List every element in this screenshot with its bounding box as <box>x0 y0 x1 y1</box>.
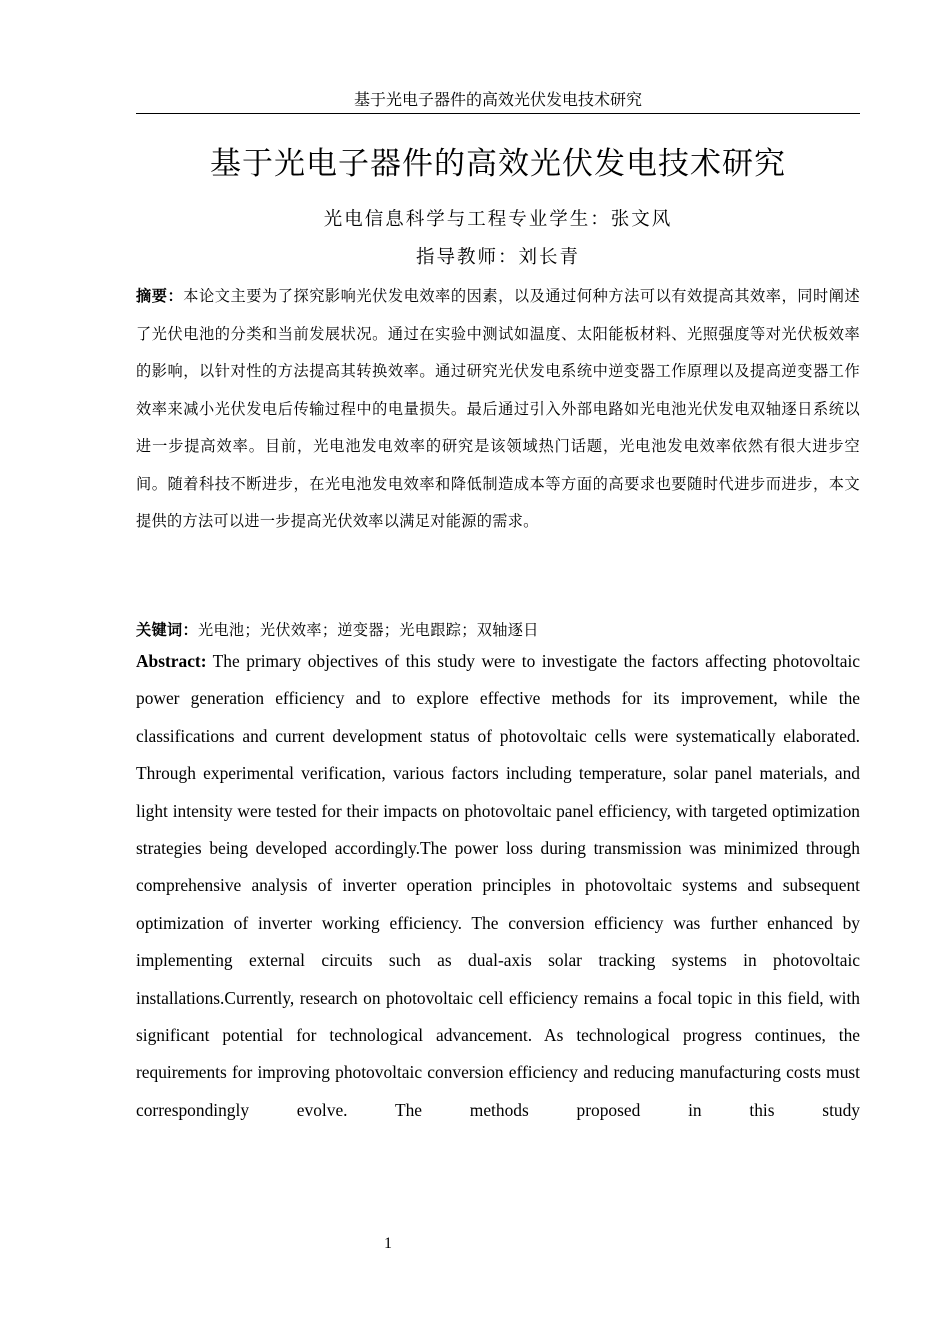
advisor-line: 指导教师：刘长青 <box>415 247 580 268</box>
abstract-en-label: Abstract: <box>136 651 207 671</box>
header-rule <box>136 113 860 114</box>
running-header: 基于光电子器件的高效光伏发电技术研究 <box>353 92 642 109</box>
author-line: 光电信息科学与工程专业学生：张文风 <box>323 209 673 230</box>
abstract-cn-label: 摘要： <box>136 287 184 305</box>
page-number: 1 <box>384 1235 392 1252</box>
paper-title: 基于光电子器件的高效光伏发电技术研究 <box>210 146 786 182</box>
abstract-en-text: The primary objectives of this study were to investigate the factors affecting photovoltaic power generation efficiency and to explore effective methods for its improvement, while the classifications and current development status of photovoltaic cells were systematically elaborated. Through experimental verification, various factors including temperature, solar panel materials, and light intensity were tested for their impacts on photovoltaic panel efficiency, with targeted optimization strategies being developed accordingly.The power loss during transmission was minimized through comprehensive analysis of inverter operation principles in photovoltaic systems and subsequent optimization of inverter working efficiency. The conversion efficiency was further enhanced by implementing external circuits such as dual-axis solar tracking systems in photovoltaic installations.Currently, research on photovoltaic cell efficiency remains a focal topic in this field, with significant potential for technological advancement. As technological progress continues, the requirements for improving photovoltaic conversion efficiency and reducing manufacturing costs must correspondingly evolve. The methods proposed in this study <box>136 651 860 1120</box>
abstract-english <box>136 643 860 1167</box>
keywords-cn-label: 关键词： <box>136 621 198 639</box>
abstract-chinese <box>136 278 860 541</box>
keywords-cn-text: 光电池；光伏效率；逆变器；光电跟踪；双轴逐日 <box>197 621 539 639</box>
abstract-cn-text: 本论文主要为了探究影响光伏发电效率的因素，以及通过何种方法可以有效提高其效率，同时阐述了光伏电池的分类和当前发展状况。通过在实验中测试如温度、太阳能板材料、光照强度等对光伏板效率的影响，以针对性的方法提高其转换效率。通过研究光伏发电系统中逆变器工作原理以及提高逆变器工作效率来减小光伏发电后传输过程中的电量损失。最后通过引入外部电路如光电池光伏发电双轴逐日系统以进一步提高效率。目前，光电池发电效率的研究是该领域热门话题，光电池发电效率依然有很大进步空间。随着科技不断进步，在光电池发电效率和降低制造成本等方面的高要求也要随时代进步而进步，本文提供的方法可以进一步提高光伏效率以满足对能源的需求。 <box>136 287 860 530</box>
